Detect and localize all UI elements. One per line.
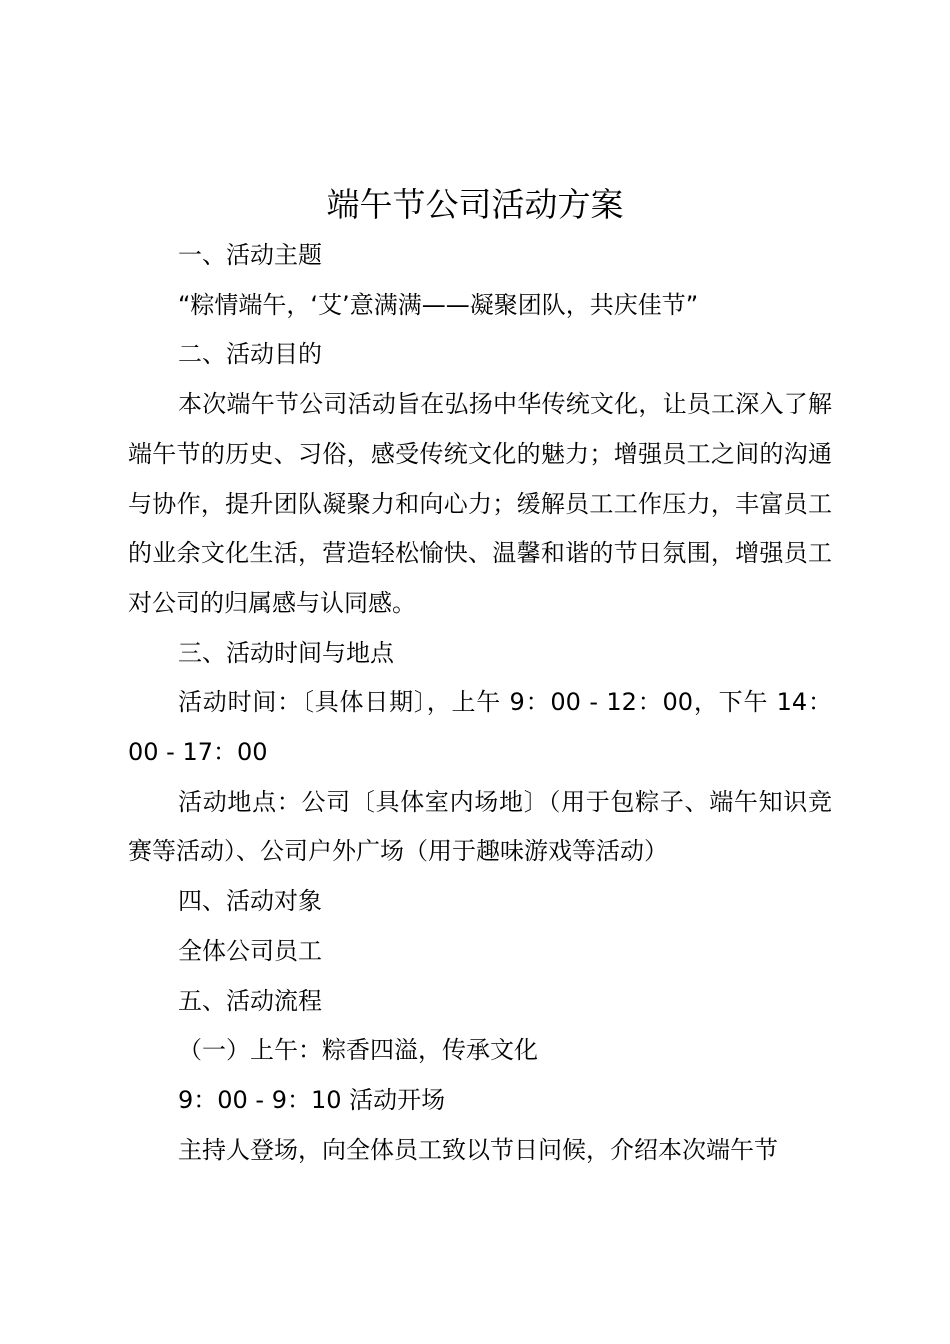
schedule-item-opening: 9：00 - 9：10 活动开场 xyxy=(178,1085,446,1114)
section-heading-process: 五、活动流程 xyxy=(178,986,322,1015)
section-heading-time-location: 三、活动时间与地点 xyxy=(178,638,394,667)
theme-slogan: “粽情端午，‘艾’意满满——凝聚团队，共庆佳节” xyxy=(178,290,699,319)
activity-time-paragraph: 活动时间：〔具体日期〕，上午 9：00 - 12：00，下午 14：00 - 17：00 xyxy=(128,688,832,767)
document-body xyxy=(128,231,832,1175)
section-heading-theme: 一、活动主题 xyxy=(178,241,322,269)
activity-location-paragraph: 活动地点：公司〔具体室内场地〕（用于包粽子、端午知识竞赛等活动）、公司户外广场（用于趣味游戏等活动） xyxy=(128,787,832,866)
purpose-paragraph: 本次端午节公司活动旨在弘扬中华传统文化，让员工深入了解端午节的历史、习俗，感受传统文化的魅力；增强员工之间的沟通与协作，提升团队凝聚力和向心力；缓解员工工作压力，丰富员工的业余文化生活，营造轻松愉快、温馨和谐的节日氛围，增强员工对公司的归属感与认同感。 xyxy=(128,390,832,617)
section-heading-audience: 四、活动对象 xyxy=(178,887,322,916)
subsection-heading-morning: （一）上午：粽香四溢，传承文化 xyxy=(178,1036,538,1065)
section-heading-purpose: 二、活动目的 xyxy=(178,340,322,369)
audience-paragraph: 全体公司员工 xyxy=(178,936,322,965)
document-title: 端午节公司活动方案 xyxy=(326,185,624,224)
opening-description-paragraph: 主持人登场，向全体员工致以节日问候，介绍本次端午节 xyxy=(178,1135,778,1164)
